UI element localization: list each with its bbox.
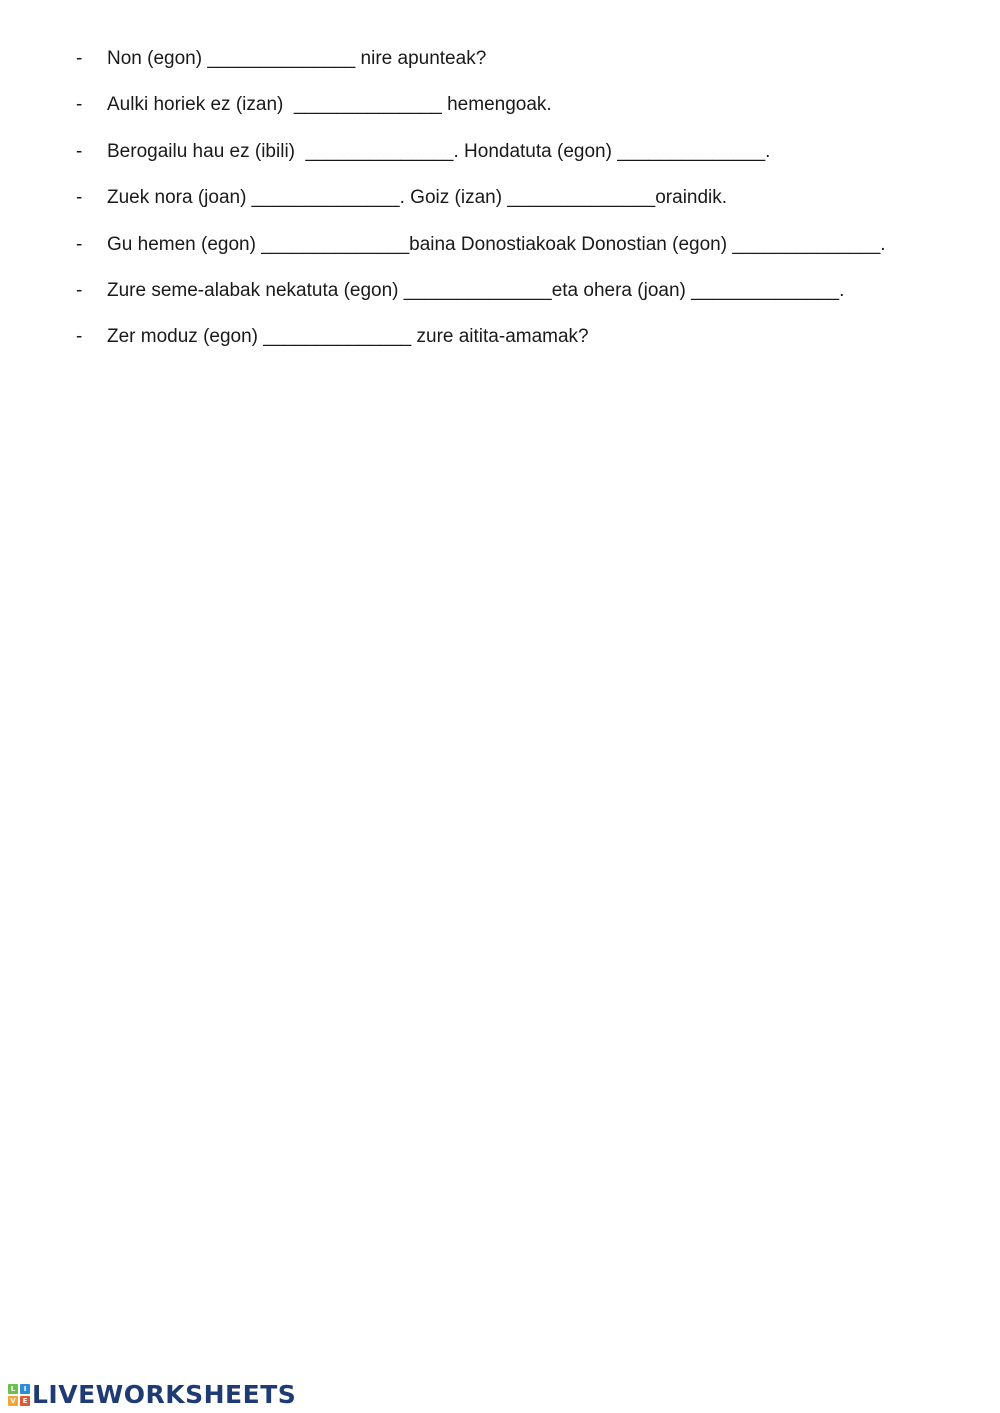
- exercise-sentence: Zuek nora (joan) ______________. Goiz (izan) ______________oraindik.: [107, 187, 728, 208]
- exercise-sentence: Gu hemen (egon) ______________baina Donostiakoak Donostian (egon) ______________.: [107, 234, 886, 255]
- bullet: -: [76, 234, 83, 255]
- logo-tile: L: [8, 1384, 18, 1394]
- logo-tile: V: [8, 1396, 18, 1406]
- bullet: -: [76, 48, 83, 69]
- list-item: [0, 90, 1000, 120]
- exercise-sentence: Zer moduz (egon) ______________ zure aitita-amamak?: [107, 326, 589, 347]
- list-item: [0, 322, 1000, 352]
- bullet: -: [76, 94, 83, 115]
- exercise-sentence: Non (egon) ______________ nire apunteak?: [107, 48, 487, 69]
- liveworksheets-logo: [8, 1380, 296, 1410]
- logo-mark-icon: [8, 1384, 30, 1406]
- bullet: -: [76, 187, 83, 208]
- logo-tile: E: [20, 1396, 30, 1406]
- list-item: [0, 44, 1000, 74]
- logo-tile: I: [20, 1384, 30, 1394]
- exercise-sentence: Berogailu hau ez (ibili) ______________. Hondatuta (egon) ______________.: [107, 141, 771, 162]
- bullet: -: [76, 280, 83, 301]
- bullet: -: [76, 141, 83, 162]
- brand-name: LIVEWORKSHEETS: [32, 1380, 297, 1409]
- list-item: [0, 276, 1000, 306]
- bullet: -: [76, 326, 83, 347]
- exercise-sentence: Zure seme-alabak nekatuta (egon) ______________eta ohera (joan) ______________.: [107, 280, 845, 301]
- exercise-sentence: Aulki horiek ez (izan) ______________ hemengoak.: [107, 94, 552, 115]
- list-item: [0, 137, 1000, 167]
- list-item: [0, 183, 1000, 213]
- list-item: [0, 230, 1000, 260]
